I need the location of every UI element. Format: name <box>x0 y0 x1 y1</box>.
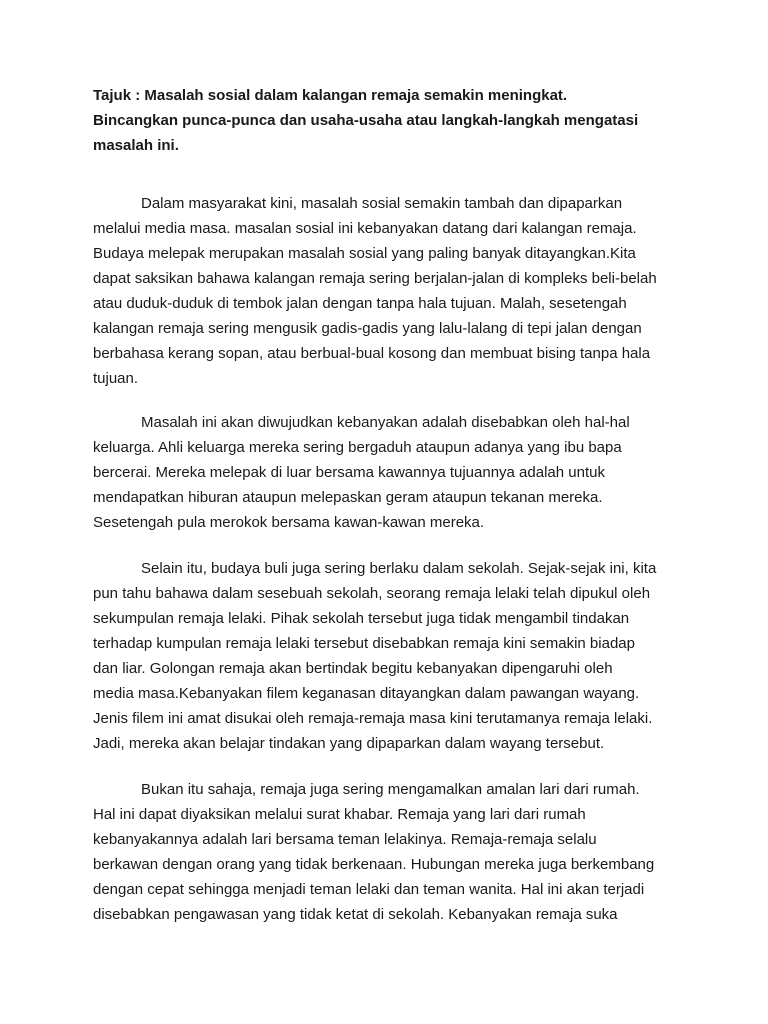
paragraph-bullying <box>93 556 693 756</box>
text-line: keluarga. Ahli keluarga mereka sering bergaduh ataupun adanya yang ibu bapa <box>93 439 622 456</box>
text-line: tujuan. <box>93 370 139 387</box>
text-line: dapat saksikan bahawa kalangan remaja sering berjalan-jalan di kompleks beli-belah <box>93 270 657 287</box>
text-line: Selain itu, budaya buli juga sering berlaku dalam sekolah. Sejak-sejak ini, kita <box>141 560 657 577</box>
text-line: media masa.Kebanyakan filem keganasan ditayangkan dalam pawangan wayang. <box>93 685 640 702</box>
title-line: Bincangkan punca-punca dan usaha-usaha atau langkah-langkah mengatasi <box>93 112 639 129</box>
paragraph-intro <box>93 191 693 391</box>
text-line: kalangan remaja sering mengusik gadis-gadis yang lalu-lalang di tepi jalan dengan <box>93 320 642 337</box>
paragraph-running-away <box>93 777 693 927</box>
text-line: kebanyakannya adalah lari bersama teman lelakinya. Remaja-remaja selalu <box>93 831 597 848</box>
text-line: dengan cepat sehingga menjadi teman lelaki dan teman wanita. Hal ini akan terjadi <box>93 881 645 898</box>
text-line: melalui media masa. masalan sosial ini kebanyakan datang dari kalangan remaja. <box>93 220 637 237</box>
text-line: berbahasa kerang sopan, atau berbual-bual kosong dan membuat bising tanpa hala <box>93 345 651 362</box>
text-line: mendapatkan hiburan ataupun melepaskan geram ataupun tekanan mereka. <box>93 489 603 506</box>
paragraph-family <box>93 410 693 535</box>
text-line: berkawan dengan orang yang tidak berkenaan. Hubungan mereka juga berkembang <box>93 856 655 873</box>
text-line: Jenis filem ini amat disukai oleh remaja-remaja masa kini terutamanya remaja lelaki. <box>93 710 653 727</box>
document-page <box>93 83 693 927</box>
title-line: masalah ini. <box>93 137 179 154</box>
text-line: Jadi, mereka akan belajar tindakan yang dipaparkan dalam wayang tersebut. <box>93 735 605 752</box>
text-line: Hal ini dapat diyaksikan melalui surat khabar. Remaja yang lari dari rumah <box>93 806 586 823</box>
title-line: Tajuk : Masalah sosial dalam kalangan remaja semakin meningkat. <box>93 87 568 104</box>
text-line: bercerai. Mereka melepak di luar bersama kawannya tujuannya adalah untuk <box>93 464 605 481</box>
text-line: atau duduk-duduk di tembok jalan dengan tanpa hala tujuan. Malah, sesetengah <box>93 295 627 312</box>
text-line: Budaya melepak merupakan masalah sosial yang paling banyak ditayangkan.Kita <box>93 245 636 262</box>
text-line: Dalam masyarakat kini, masalah sosial semakin tambah dan dipaparkan <box>141 195 623 212</box>
text-line: Bukan itu sahaja, remaja juga sering mengamalkan amalan lari dari rumah. <box>141 781 640 798</box>
text-line: terhadap kumpulan remaja lelaki tersebut disebabkan remaja kini semakin biadap <box>93 635 635 652</box>
text-line: disebabkan pengawasan yang tidak ketat di sekolah. Kebanyakan remaja suka <box>93 906 618 923</box>
essay-title <box>93 83 693 158</box>
text-line: dan liar. Golongan remaja akan bertindak begitu kebanyakan dipengaruhi oleh <box>93 660 613 677</box>
text-line: Masalah ini akan diwujudkan kebanyakan adalah disebabkan oleh hal-hal <box>141 414 630 431</box>
text-line: sekumpulan remaja lelaki. Pihak sekolah tersebut juga tidak mengambil tindakan <box>93 610 630 627</box>
text-line: Sesetengah pula merokok bersama kawan-kawan mereka. <box>93 514 485 531</box>
text-line: pun tahu bahawa dalam sesebuah sekolah, seorang remaja lelaki telah dipukul oleh <box>93 585 651 602</box>
